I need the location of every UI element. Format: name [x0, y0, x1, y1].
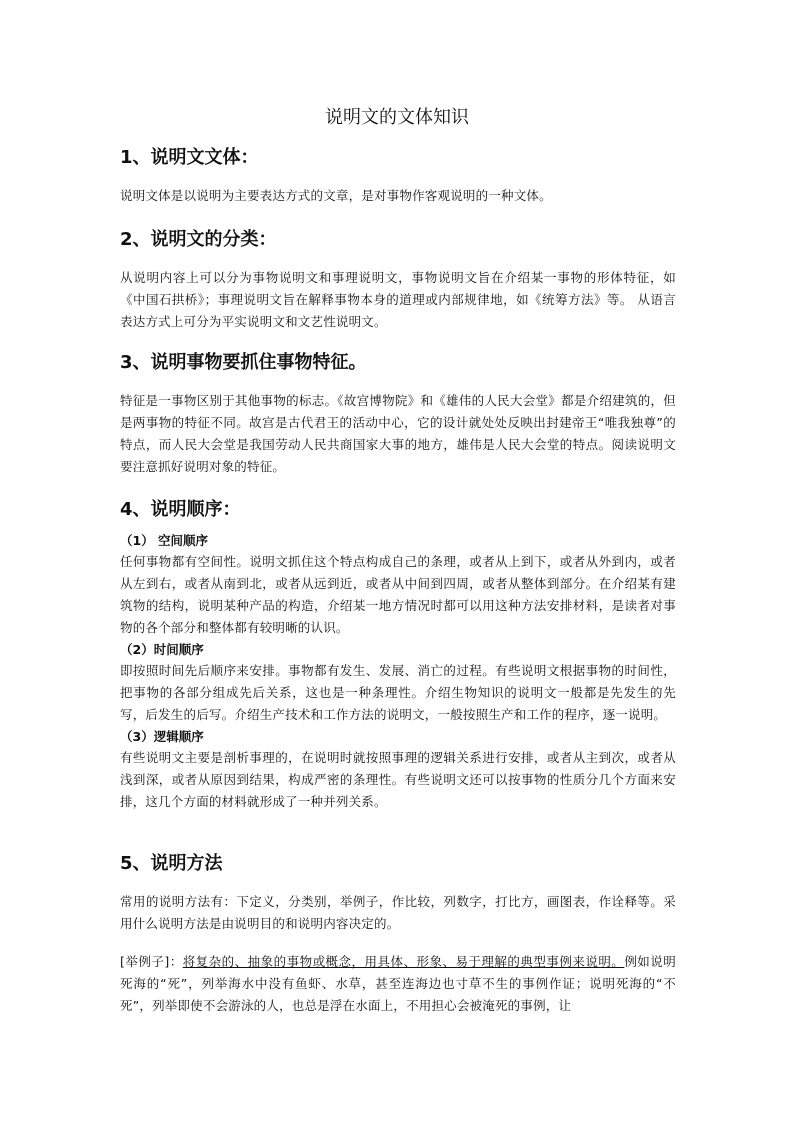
example-tag: [举例子]：: [120, 954, 183, 969]
section-4: [120, 498, 676, 813]
example-body: 例如说明死海的“死”，列举海水中没有鱼虾、水草，甚至连海边也寸草不生的事例作证；说明死海的“不死”，列举即使不会游泳的人，也总是浮在水面上，不用担心会被淹死的事例，让: [120, 954, 676, 1013]
section-5: [120, 852, 676, 1017]
section-heading: 3、说明事物要抓住事物特征。: [120, 352, 367, 373]
section-paragraph: 说明文体是以说明为主要表达方式的文章，是对事物作客观说明的一种文体。: [120, 188, 552, 203]
section-paragraph: 从说明内容上可以分为事物说明文和事理说明文，事物说明文旨在介绍某一事物的形体特征，如《中国石拱桥》；事理说明文旨在解释事物本身的道理或内部规律地，如《统筹方法》等。 从语言表达方式上可分为平实说明文和文艺性说明文。: [120, 270, 676, 329]
subsection-label: （2）时间顺序: [120, 642, 204, 657]
section-heading: 2、说明文的分类：: [120, 229, 277, 250]
subsection-text: 即按照时间先后顺序来安排。事物都有发生、发展、消亡的过程。有些说明文根据事物的时间性，把事物的各部分组成先后关系，这也是一种条理性。介绍生物知识的说明文一般都是先发生的先写，后发生的后写。介绍生产技术和工作方法的说明文，一般按照生产和工作的程序，逐一说明。: [120, 663, 676, 722]
subsection-text: 任何事物都有空间性。说明文抓住这个特点构成自己的条理，或者从上到下，或者从外到内，或者从左到右，或者从南到北，或者从远到近，或者从中间到四周，或者从整体到部分。在介绍某有建筑物的结构，说明某种产品的构造，介绍某一地方情况时都可以用这种方法安排材料，是读者对事物的各个部分和整体都有较明晰的认识。: [120, 554, 676, 635]
subsection-text: 有些说明文主要是剖析事理的，在说明时就按照事理的逻辑关系进行安排，或者从主到次，或者从浅到深，或者从原因到结果，构成严密的条理性。有些说明文还可以按事物的性质分几个方面来安排，这几个方面的材料就形成了一种并列关系。: [120, 750, 676, 809]
section-paragraph: 特征是一事物区别于其他事物的标志。《故宫博物院》和《雄伟的人民大会堂》都是介绍建筑的，但是两事物的特征不同。故宫是古代君王的活动中心，它的设计就处处反映出封建帝王“唯我独尊”的特点，而人民大会堂是我国劳动人民共商国家大事的地方，雄伟是人民大会堂的特点。阅读说明文要注意抓好说明对象的特征。: [120, 393, 676, 474]
section-3: [120, 351, 676, 478]
example-paragraph: [120, 951, 676, 1017]
example-definition: 将复杂的、抽象的事物或概念，用具体、形象、易于理解的典型事例来说明。: [182, 954, 625, 969]
section-heading: 1、说明文文体：: [120, 147, 259, 168]
subsection-label: （3）逻辑顺序: [120, 729, 204, 744]
section-heading: 5、说明方法: [120, 853, 223, 874]
subsection-label: （1） 空间顺序: [120, 533, 209, 548]
section-paragraph: 常用的说明方法有：下定义，分类别，举例子，作比较，列数字，打比方，画图表，作诠释等。采用什么说明方法是由说明目的和说明内容决定的。: [120, 894, 676, 931]
section-2: [120, 228, 676, 333]
document-title: 说明文的文体知识: [325, 107, 469, 128]
section-heading: 4、说明顺序：: [120, 499, 241, 520]
section-1: [120, 146, 676, 207]
